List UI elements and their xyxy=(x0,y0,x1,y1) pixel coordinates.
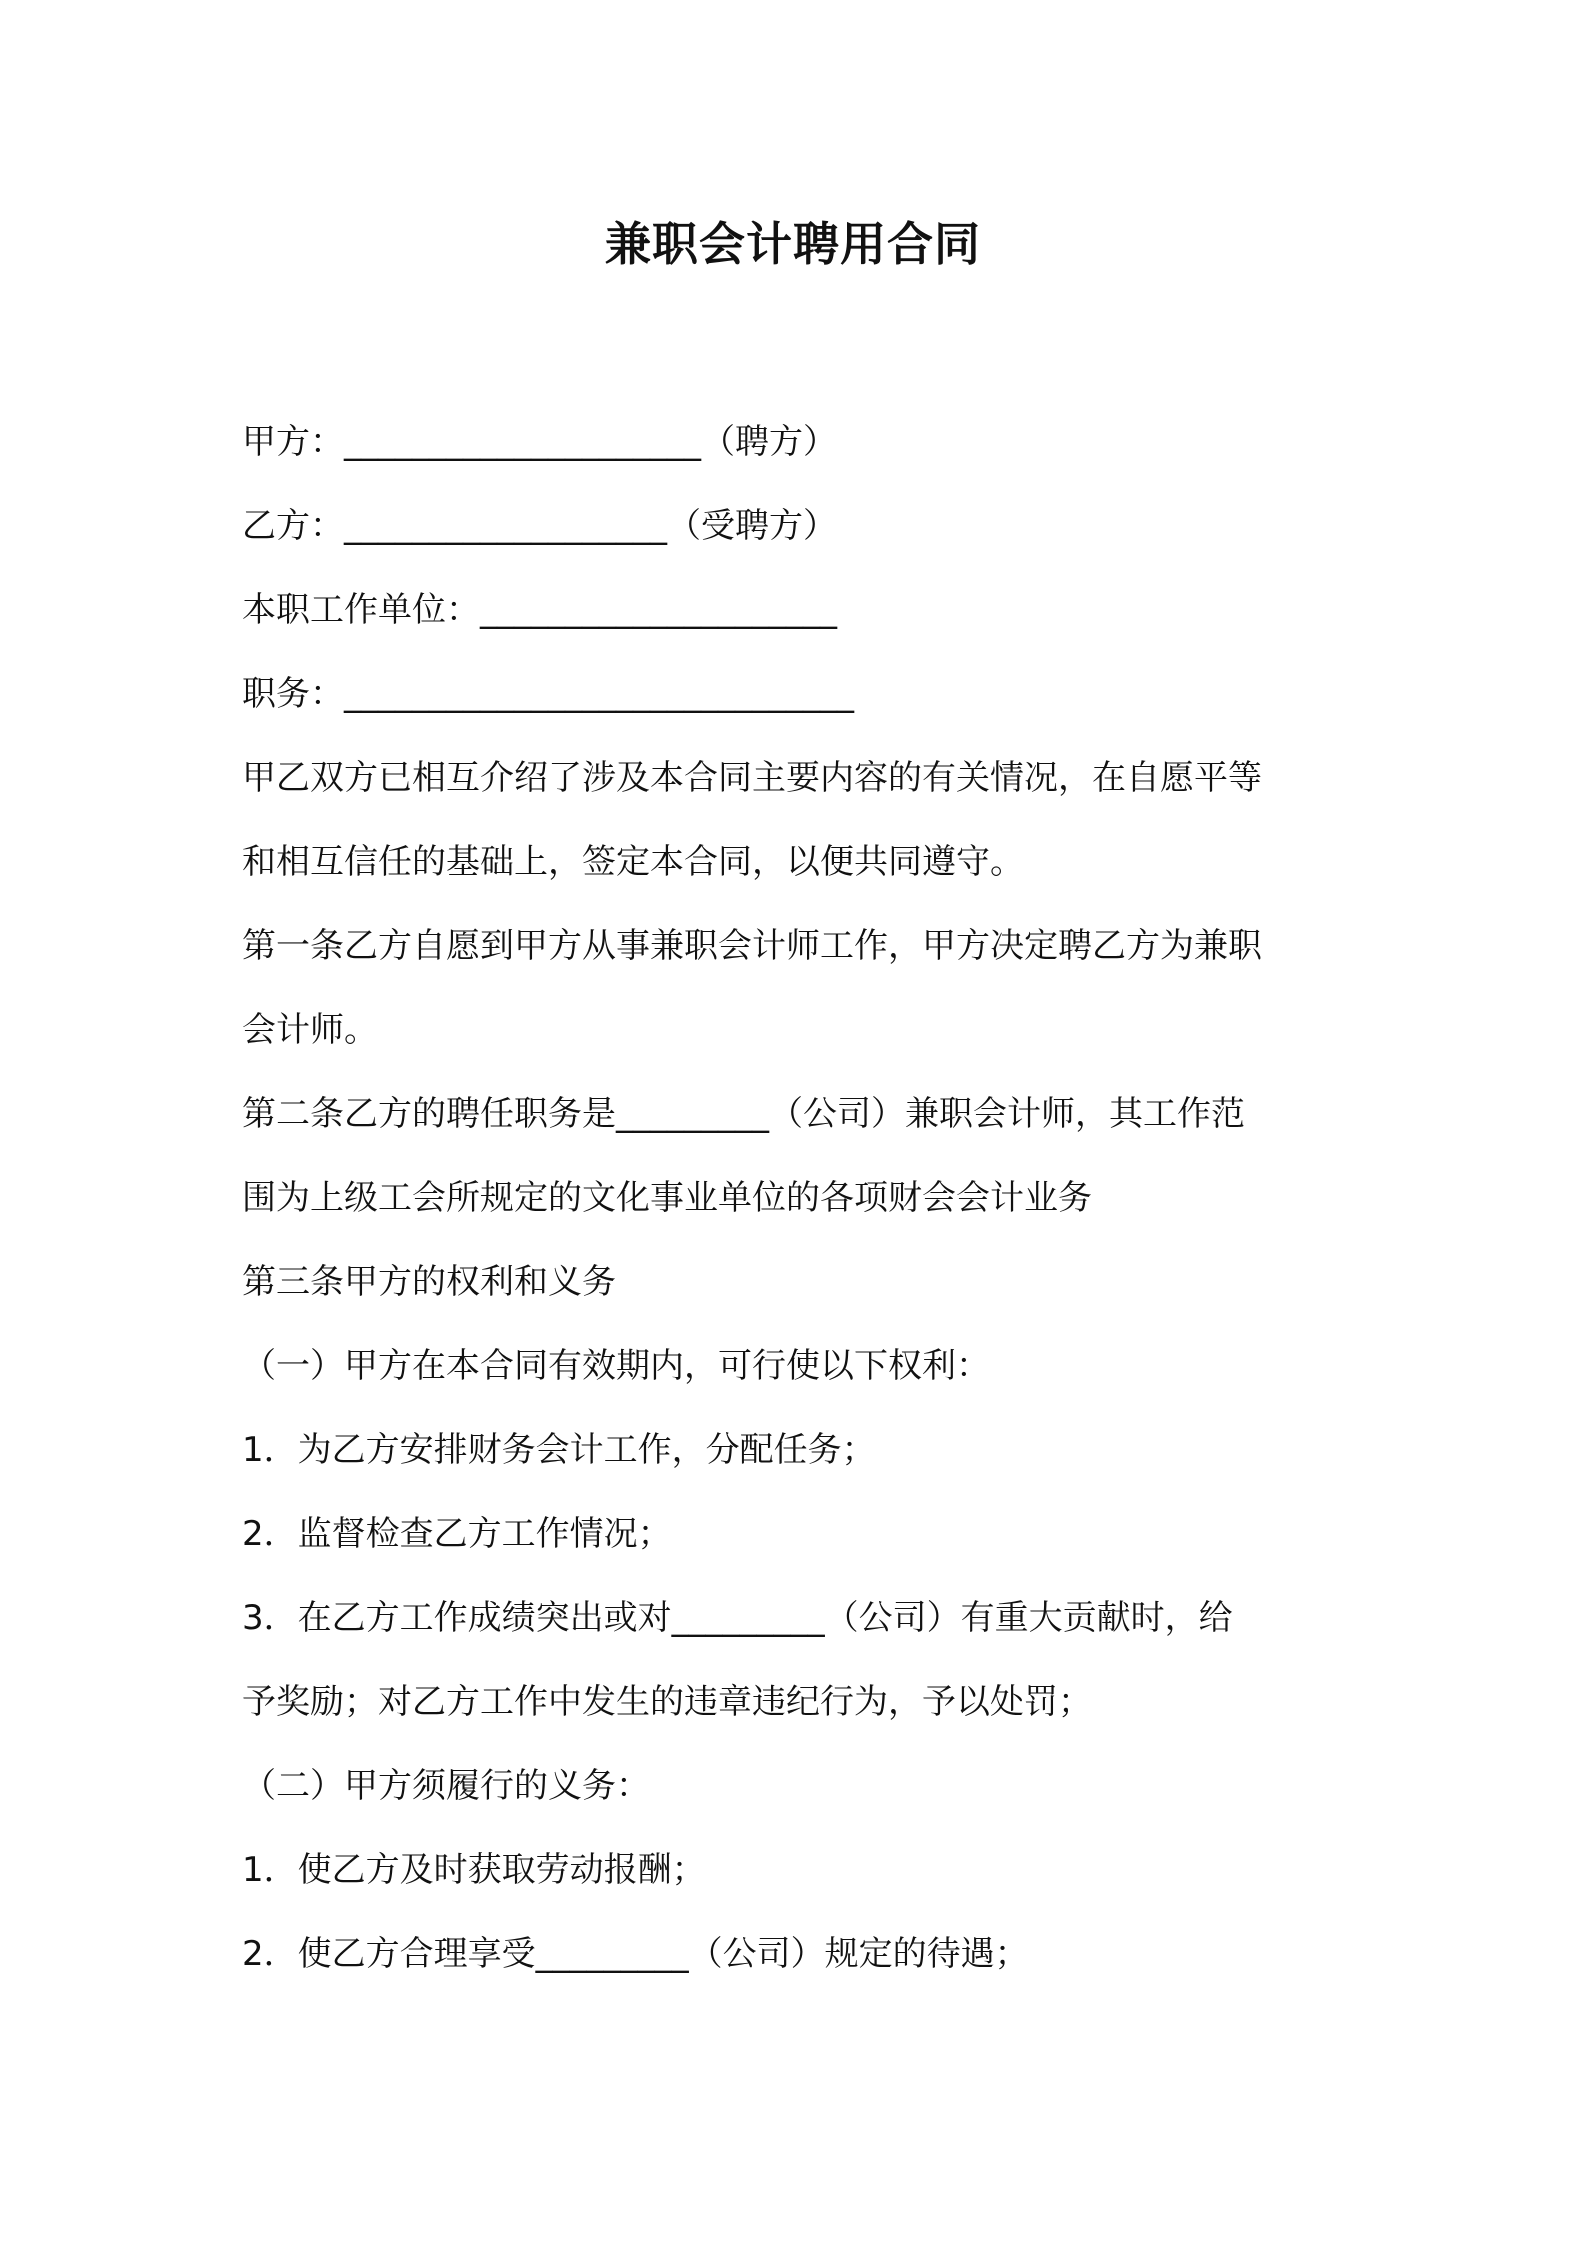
article-1-line: 会计师。 xyxy=(242,1010,378,1050)
section-obligations-heading: （二）甲方须履行的义务： xyxy=(242,1766,650,1806)
obligations-item: 2．使乙方合理享受_________（公司）规定的待遇； xyxy=(242,1934,1029,1974)
preamble-line: 和相互信任的基础上，签定本合同，以便共同遵守。 xyxy=(242,842,1024,882)
section-rights-heading: （一）甲方在本合同有效期内，可行使以下权利： xyxy=(242,1346,990,1386)
document-body xyxy=(242,400,1354,1996)
rights-item: 予奖励；对乙方工作中发生的违章违纪行为，予以处罚； xyxy=(242,1682,1092,1722)
rights-item: 2．监督检查乙方工作情况； xyxy=(242,1514,672,1554)
document-title: 兼职会计聘用合同 xyxy=(605,217,981,271)
article-3-heading: 第三条甲方的权利和义务 xyxy=(242,1262,616,1302)
article-1-line: 第一条乙方自愿到甲方从事兼职会计师工作，甲方决定聘乙方为兼职 xyxy=(242,926,1262,966)
preamble-line: 甲乙双方已相互介绍了涉及本合同主要内容的有关情况，在自愿平等 xyxy=(242,758,1262,798)
obligations-item: 1．使乙方及时获取劳动报酬； xyxy=(242,1850,706,1890)
position-line: 职务：______________________________ xyxy=(242,674,854,714)
article-2-line: 第二条乙方的聘任职务是_________（公司）兼职会计师，其工作范 xyxy=(242,1094,1245,1134)
article-2-line: 围为上级工会所规定的文化事业单位的各项财会会计业务 xyxy=(242,1178,1092,1218)
party-a-line: 甲方：_____________________（聘方） xyxy=(242,422,837,462)
rights-item: 1．为乙方安排财务会计工作，分配任务； xyxy=(242,1430,876,1470)
rights-item: 3．在乙方工作成绩突出或对_________（公司）有重大贡献时，给 xyxy=(242,1598,1233,1638)
employer-unit-line: 本职工作单位：_____________________ xyxy=(242,590,837,630)
party-b-line: 乙方：___________________（受聘方） xyxy=(242,506,837,546)
